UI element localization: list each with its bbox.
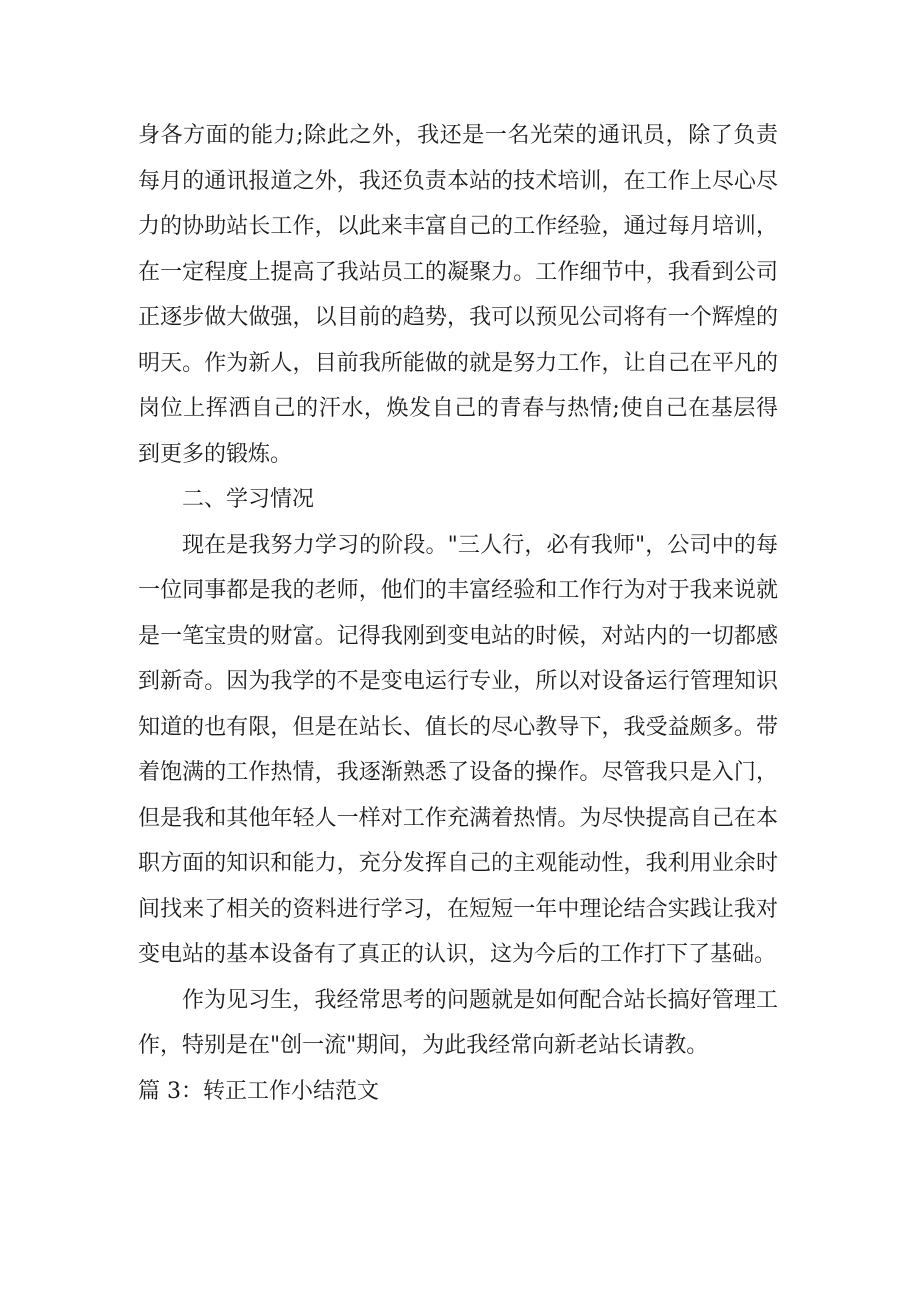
paragraph-continuation: 身各方面的能力;除此之外，我还是一名光荣的通讯员，除了负责每月的通讯报道之外，我还负责本站的技术培训，在工作上尽心尽力的协助站长工作，以此来丰富自己的工作经验，通过每月培训，在一定程度上提高了我站员工的凝聚力。工作细节中，我看到公司正逐步做大做强，以目前的趋势，我可以预见公司将有一个辉煌的明天。作为新人，目前我所能做的就是努力工作，让自己在平凡的岗位上挥洒自己的汗水，焕发自己的青春与热情;使自己在基层得到更多的锻炼。 bbox=[138, 123, 778, 467]
section-heading-study: 二、学习情况 bbox=[182, 487, 315, 512]
chapter-title: 篇 3：转正工作小结范文 bbox=[138, 1078, 379, 1104]
paragraph-trainee: 作为见习生，我经常思考的问题就是如何配合站长搞好管理工作，特别是在"创一流"期间，为此我经常向新老站长请教。 bbox=[138, 987, 778, 1058]
paragraph-study: 现在是我努力学习的阶段。"三人行，必有我师"，公司中的每一位同事都是我的老师，他们的丰富经验和工作行为对于我来说就是一笔宝贵的财富。记得我刚到变电站的时候，对站内的一切都感到新奇。因为我学的不是变电运行专业，所以对设备运行管理知识知道的也有限，但是在站长、值长的尽心教导下，我受益颇多。带着饱满的工作热情，我逐渐熟悉了设备的操作。尽管我只是入门，但是我和其他年轻人一样对工作充满着热情。为尽快提高自己在本职方面的知识和能力，充分发挥自己的主观能动性，我利用业余时间找来了相关的资料进行学习，在短短一年中理论结合实践让我对变电站的基本设备有了真正的认识，这为今后的工作打下了基础。 bbox=[138, 532, 778, 967]
document-body bbox=[138, 113, 778, 1114]
